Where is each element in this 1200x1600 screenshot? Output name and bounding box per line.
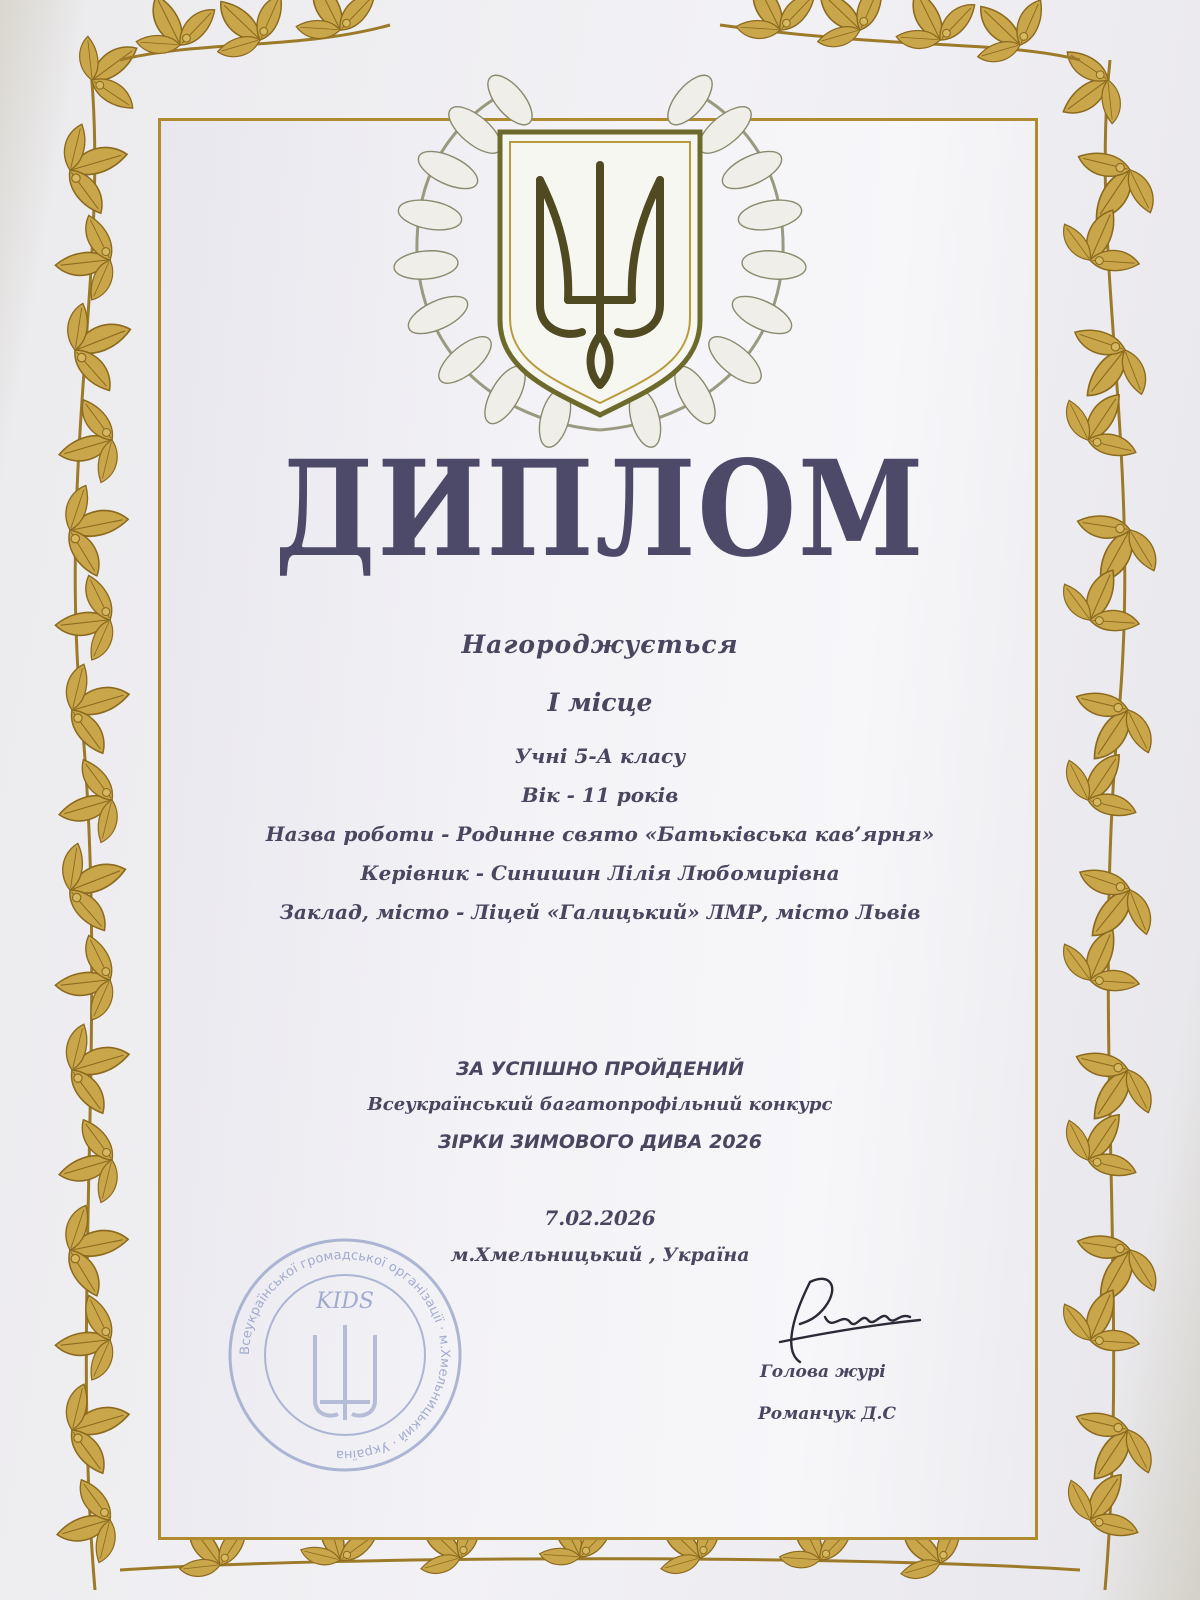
ukraine-trident-emblem-icon [360,70,840,450]
official-seal-icon [220,1230,470,1480]
svg-text:Всеукраїнської громадської орг: Всеукраїнської громадської організації · м.Хмельницький · Україна [237,1247,453,1463]
signatory-name: Романчук Д.С [758,1404,897,1424]
detail-line-institution: Заклад, місто - Ліцей «Галицький» ЛМР, місто Львів [279,900,921,924]
detail-line-supervisor: Керівник - Синишин Лілія Любомирівна [360,861,840,885]
contest-type: Всеукраїнський багатопрофільний конкурс [367,1094,833,1115]
seal-text: KIDS [316,1289,374,1314]
signature-icon [770,1262,930,1372]
detail-line-age: Вік - 11 років [521,783,679,807]
signatory-role: Голова журі [760,1362,886,1382]
award-line: Нагороджується [461,630,739,659]
place-line: І місце [547,688,653,717]
award-date: 7.02.2026 [544,1206,656,1230]
award-location: м.Хмельницький , Україна [450,1244,750,1266]
reason-line: ЗА УСПІШНО ПРОЙДЕНИЙ [455,1058,744,1080]
detail-line-work-title: Назва роботи - Родинне свято «Батьківська кав’ярня» [265,822,935,846]
detail-line-students: Учні 5-А класу [514,744,686,768]
contest-name: ЗІРКИ ЗИМОВОГО ДИВА 2026 [437,1131,762,1153]
diploma-title: ДИПЛОМ [274,432,926,587]
